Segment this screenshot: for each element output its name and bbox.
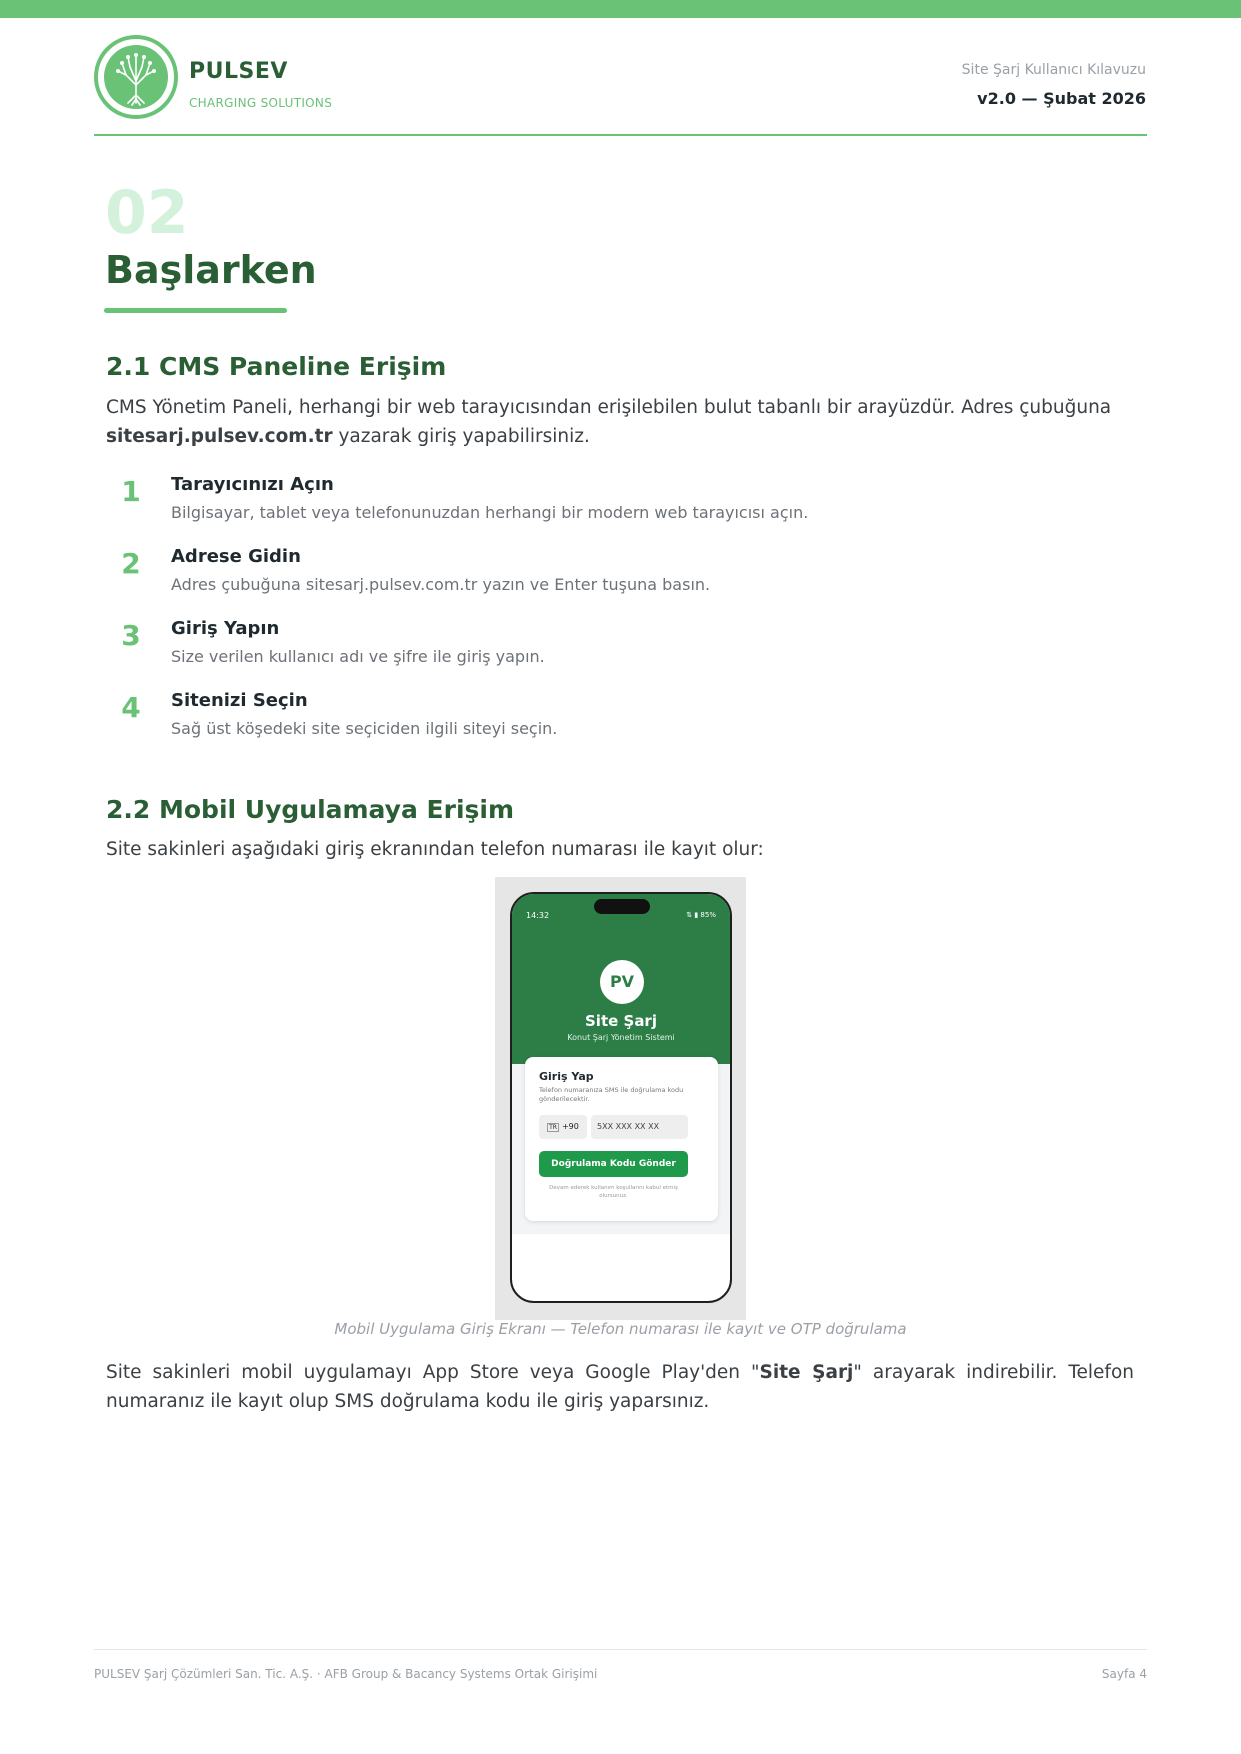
terms-notice: Devam ederek kullanım koşullarını kabul etmiş olursunuz. bbox=[549, 1185, 678, 1199]
header-divider bbox=[94, 134, 1147, 136]
section-outro-mobile bbox=[106, 1358, 1134, 1416]
step-description: Bilgisayar, tablet veya telefonunuzdan herhangi bir modern web tarayıcısı açın. bbox=[171, 503, 809, 522]
section-heading-mobile: 2.2 Mobil Uygulamaya Erişim bbox=[106, 795, 515, 824]
section-intro-mobile: Site sakinleri aşağıdaki giriş ekranından telefon numarası ile kayıt olur: bbox=[106, 839, 764, 860]
status-icons: ⇅ ▮ 85% bbox=[686, 911, 716, 919]
app-title: Site Şarj bbox=[585, 1012, 657, 1030]
brand-name: PULSEV bbox=[189, 59, 288, 84]
flag-icon: TR bbox=[549, 1124, 557, 1131]
country-code: +90 bbox=[561, 1122, 579, 1131]
country-code-selector[interactable] bbox=[539, 1115, 587, 1139]
app-logo: PV bbox=[600, 960, 644, 1004]
footer-company: PULSEV Şarj Çözümleri San. Tic. A.Ş. · AFB Group & Bacancy Systems Ortak Girişimi bbox=[94, 1667, 598, 1681]
chapter-underline bbox=[104, 308, 287, 313]
top-accent-bar bbox=[0, 0, 1241, 18]
tree-icon bbox=[104, 45, 168, 109]
phone-frame bbox=[510, 892, 732, 1303]
app-name: Site Şarj bbox=[759, 1362, 854, 1383]
footer-divider bbox=[94, 1649, 1147, 1650]
step-number: 4 bbox=[121, 691, 141, 724]
phone-notch bbox=[594, 899, 650, 914]
brand-tagline: CHARGING SOLUTIONS bbox=[189, 96, 333, 110]
step-number: 1 bbox=[121, 475, 141, 508]
app-header bbox=[512, 894, 730, 1064]
step-description: Sağ üst köşedeki site seçiciden ilgili siteyi seçin. bbox=[171, 719, 558, 738]
step-title: Tarayıcınızı Açın bbox=[171, 474, 334, 495]
chapter-number: 02 bbox=[105, 178, 189, 248]
app-subtitle: Konut Şarj Yönetim Sistemi bbox=[567, 1033, 675, 1042]
section-intro-cms bbox=[106, 393, 1134, 451]
intro-text-end: yazarak giriş yapabilirsiniz. bbox=[332, 426, 590, 447]
step-description: Adres çubuğuna sitesarj.pulsev.com.tr yazın ve Enter tuşuna basın. bbox=[171, 575, 711, 594]
phone-number-input[interactable]: 5XX XXX XX XX bbox=[591, 1115, 688, 1139]
chapter-title: Başlarken bbox=[105, 248, 317, 292]
send-code-button[interactable]: Doğrulama Kodu Gönder bbox=[539, 1151, 688, 1177]
section-heading-cms: 2.1 CMS Paneline Erişim bbox=[106, 352, 447, 381]
login-card bbox=[525, 1057, 718, 1221]
document-version: v2.0 — Şubat 2026 bbox=[977, 89, 1146, 108]
document-title: Site Şarj Kullanıcı Kılavuzu bbox=[961, 62, 1146, 78]
outro-text: Site sakinleri mobil uygulamayı App Store veya Google Play'den " bbox=[106, 1362, 760, 1383]
outro-text-end: " arayarak indirebilir. Telefon numaranız ile kayıt olup SMS doğrulama kodu ile giriş yaparsınız. bbox=[106, 1362, 1134, 1412]
pulsev-logo bbox=[94, 35, 178, 119]
cms-url: sitesarj.pulsev.com.tr bbox=[106, 426, 333, 447]
figure-caption: Mobil Uygulama Giriş Ekranı — Telefon numarası ile kayıt ve OTP doğrulama bbox=[334, 1320, 907, 1338]
intro-text: CMS Yönetim Paneli, herhangi bir web tarayıcısından erişilebilen bulut tabanlı bir arayüzdür. Adres çubuğuna bbox=[106, 397, 1112, 418]
login-title: Giriş Yap bbox=[539, 1070, 594, 1083]
step-title: Adrese Gidin bbox=[171, 546, 301, 567]
step-title: Sitenizi Seçin bbox=[171, 690, 308, 711]
mobile-login-screenshot bbox=[495, 877, 746, 1320]
login-description: Telefon numaranıza SMS ile doğrulama kodu gönderilecektir. bbox=[539, 1086, 684, 1103]
step-number: 2 bbox=[121, 547, 141, 580]
page-number: Sayfa 4 bbox=[1101, 1667, 1147, 1681]
step-number: 3 bbox=[121, 619, 141, 652]
step-description: Size verilen kullanıcı adı ve şifre ile giriş yapın. bbox=[171, 647, 545, 666]
step-title: Giriş Yapın bbox=[171, 618, 280, 639]
status-time: 14:32 bbox=[526, 911, 550, 920]
